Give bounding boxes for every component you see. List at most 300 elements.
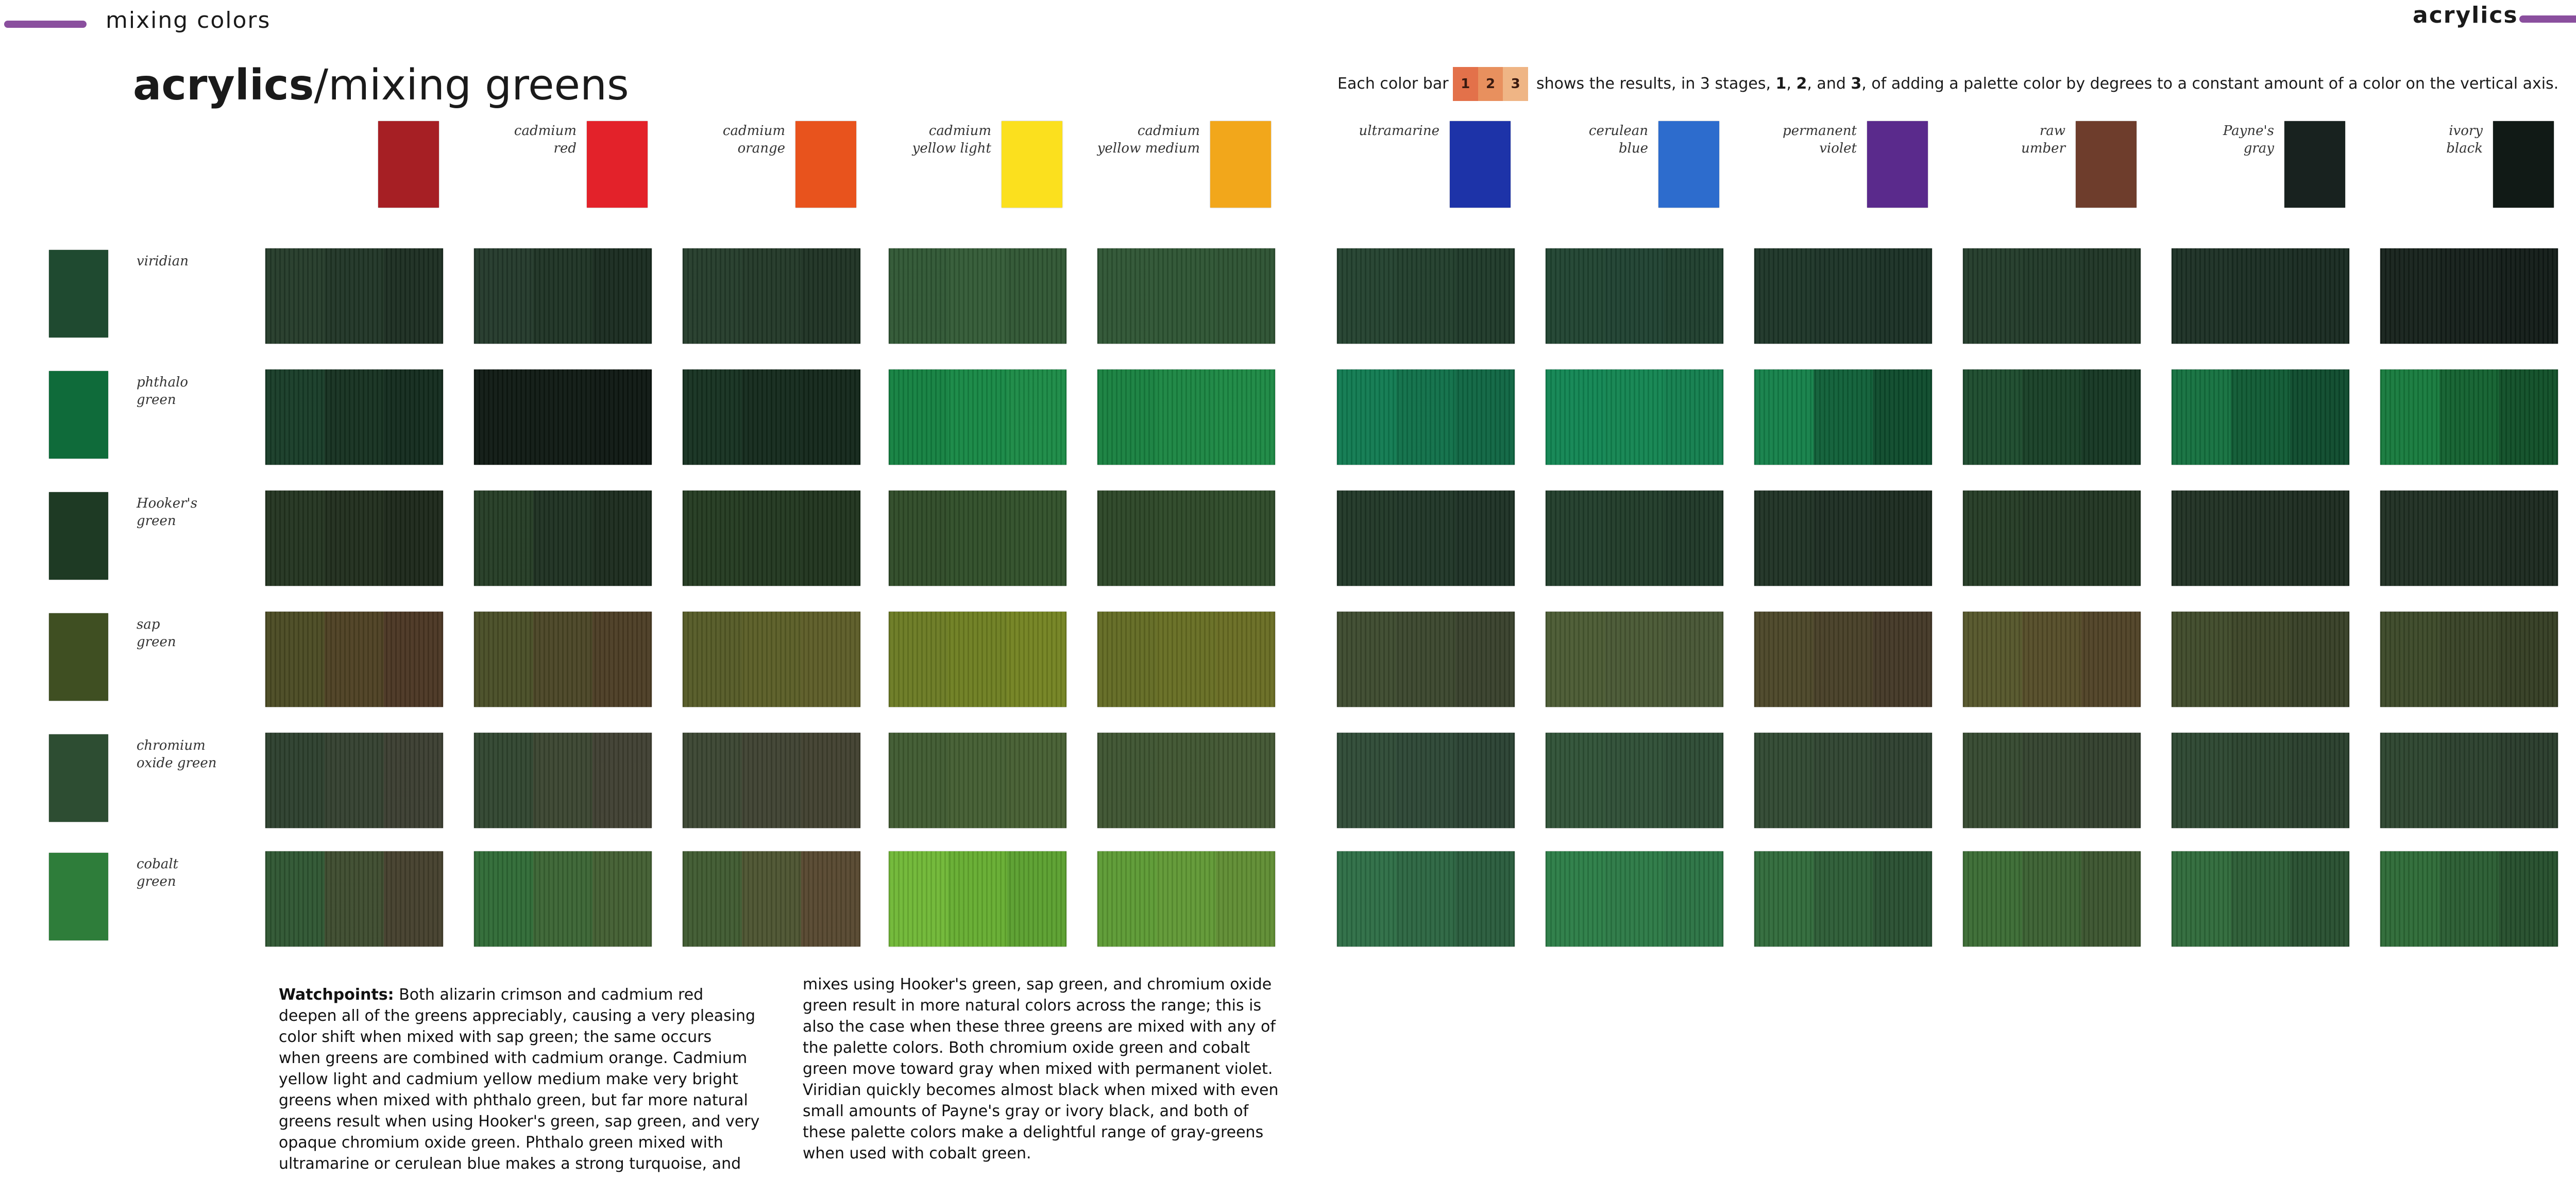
watchpoints-line: also the case when these three greens are mixed with any of <box>803 1018 1276 1036</box>
mix-bar <box>1754 612 1932 707</box>
palette-label-line: cerulean <box>1588 123 1648 139</box>
mix-stage-1 <box>1097 851 1157 947</box>
green-chip <box>49 853 108 940</box>
mix-stage-3 <box>2081 733 2141 828</box>
mix-stage-2 <box>325 369 384 465</box>
mix-stage-3 <box>1664 491 1723 586</box>
green-chip <box>49 250 108 338</box>
mix-stage-1 <box>265 369 325 465</box>
mix-stage-1 <box>683 733 742 828</box>
mix-stage-3 <box>1455 491 1515 586</box>
palette-chip <box>795 121 856 208</box>
palette-label-line: cadmium <box>722 123 785 139</box>
mix-stage-1 <box>1097 248 1157 344</box>
mix-bar <box>265 248 443 344</box>
mix-stage-3 <box>592 733 652 828</box>
mix-bar <box>265 491 443 586</box>
mix-stage-2 <box>742 491 801 586</box>
green-label <box>137 616 240 651</box>
mix-bar <box>2172 248 2349 344</box>
mix-stage-3 <box>2290 369 2349 465</box>
watchpoints-line: green move toward gray when mixed with permanent violet. <box>803 1060 1273 1078</box>
palette-label-line: yellow medium <box>1097 141 1200 156</box>
mix-stage-2 <box>948 612 1007 707</box>
palette-chip <box>1210 121 1271 208</box>
palette-label-line: cadmium <box>1137 123 1200 139</box>
mix-bar <box>2380 612 2558 707</box>
watchpoints-line: greens when mixed with phthalo green, but far more natural <box>279 1091 748 1109</box>
palette-label-line: cadmium <box>514 123 577 139</box>
mix-stage-3 <box>801 491 860 586</box>
mix-stage-3 <box>1664 733 1723 828</box>
green-label <box>137 737 240 772</box>
green-label-line: Hooker's <box>137 496 198 511</box>
green-label-line: oxide green <box>137 755 217 771</box>
mix-stage-3 <box>1664 369 1723 465</box>
mix-stage-2 <box>2439 851 2499 947</box>
mix-stage-3 <box>1664 851 1723 947</box>
mix-bar <box>474 369 652 465</box>
mix-stage-2 <box>1157 491 1216 586</box>
palette-chip <box>587 121 648 208</box>
mix-stage-2 <box>1814 491 1873 586</box>
page-title <box>133 61 629 110</box>
mix-stage-2 <box>948 491 1007 586</box>
mix-stage-3 <box>2499 851 2558 947</box>
mix-stage-2 <box>1814 733 1873 828</box>
mix-bar <box>1963 733 2141 828</box>
mix-stage-2 <box>742 248 801 344</box>
mix-stage-1 <box>1754 491 1814 586</box>
palette-chip <box>2284 121 2345 208</box>
mix-bar <box>889 491 1066 586</box>
mix-stage-1 <box>1337 248 1396 344</box>
mix-stage-1 <box>474 248 533 344</box>
legend-suffix-a: shows the results, in 3 stages, <box>1536 75 1776 93</box>
mix-stage-3 <box>592 612 652 707</box>
mix-stage-1 <box>1097 612 1157 707</box>
mix-stage-1 <box>1963 491 2022 586</box>
watchpoints-first-text: Both alizarin crimson and cadmium red <box>399 986 704 1004</box>
mix-stage-3 <box>2499 733 2558 828</box>
mix-bar <box>683 248 860 344</box>
palette-label-line: ultramarine <box>1359 123 1439 139</box>
legend-suffix-d: , of adding a palette color by degrees to a constant amount of a color on the vertical axis. <box>1861 75 2559 93</box>
palette-label-line: orange <box>737 141 785 156</box>
legend-stage-1: 1 <box>1453 67 1478 101</box>
mix-bar <box>2172 851 2349 947</box>
mix-stage-2 <box>2022 248 2081 344</box>
palette-label-line: red <box>553 141 577 156</box>
green-label-line: green <box>137 513 176 529</box>
mix-stage-1 <box>1337 491 1396 586</box>
mix-stage-2 <box>2231 733 2290 828</box>
mix-stage-1 <box>683 491 742 586</box>
mix-stage-3 <box>2290 248 2349 344</box>
mix-stage-1 <box>1337 369 1396 465</box>
mix-stage-3 <box>1216 369 1275 465</box>
palette-label-line: cadmium <box>928 123 991 139</box>
mix-stage-3 <box>1007 369 1066 465</box>
mix-bar <box>1337 851 1515 947</box>
mix-bar <box>1754 733 1932 828</box>
mix-stage-3 <box>1007 248 1066 344</box>
mix-stage-1 <box>1754 369 1814 465</box>
green-label-line: phthalo <box>137 375 189 390</box>
legend-suffix-3: 3 <box>1851 75 1862 93</box>
mix-bar <box>1097 491 1275 586</box>
mix-bar <box>1963 612 2141 707</box>
mix-bar <box>2380 369 2558 465</box>
mix-stage-3 <box>2081 369 2141 465</box>
mix-bar <box>2380 491 2558 586</box>
mix-bar <box>683 491 860 586</box>
mix-stage-2 <box>325 491 384 586</box>
mix-stage-2 <box>2231 851 2290 947</box>
mix-stage-2 <box>2231 491 2290 586</box>
mix-stage-1 <box>683 612 742 707</box>
mix-bar <box>1754 248 1932 344</box>
mix-stage-3 <box>2290 851 2349 947</box>
green-label-line: cobalt <box>137 856 179 872</box>
mix-stage-2 <box>742 612 801 707</box>
green-label-line: chromium <box>137 738 206 753</box>
watchpoints-line: when used with cobalt green. <box>803 1144 1031 1163</box>
palette-label-line: gray <box>2243 141 2274 156</box>
palette-label <box>1519 122 1648 157</box>
mix-stage-3 <box>384 612 443 707</box>
mix-bar <box>1963 491 2141 586</box>
mix-bar <box>1546 248 1723 344</box>
mix-stage-2 <box>325 851 384 947</box>
mix-stage-3 <box>1873 851 1932 947</box>
mix-stage-1 <box>1546 612 1605 707</box>
mix-stage-1 <box>2380 491 2439 586</box>
mix-stage-3 <box>1455 369 1515 465</box>
mix-stage-2 <box>1605 733 1664 828</box>
mix-stage-3 <box>1007 851 1066 947</box>
legend-suffix-2: 2 <box>1796 75 1807 93</box>
mix-stage-3 <box>1007 491 1066 586</box>
mix-stage-3 <box>801 369 860 465</box>
mix-stage-3 <box>1873 733 1932 828</box>
mix-stage-1 <box>265 248 325 344</box>
mix-stage-2 <box>948 369 1007 465</box>
watchpoints-col-2 <box>803 974 1308 1164</box>
mix-stage-3 <box>592 248 652 344</box>
mix-stage-3 <box>1455 612 1515 707</box>
watchpoints-line: ultramarine or cerulean blue makes a strong turquoise, and <box>279 1155 741 1173</box>
legend-suffix-c: , and <box>1807 75 1851 93</box>
mix-stage-1 <box>2172 491 2231 586</box>
mix-stage-2 <box>1605 369 1664 465</box>
mix-stage-1 <box>1546 851 1605 947</box>
mix-stage-2 <box>2439 248 2499 344</box>
mix-stage-2 <box>1396 491 1455 586</box>
mix-stage-2 <box>1157 248 1216 344</box>
mix-stage-1 <box>1097 491 1157 586</box>
mix-stage-3 <box>2499 491 2558 586</box>
palette-label <box>1728 122 1857 157</box>
mix-stage-2 <box>948 248 1007 344</box>
palette-label-line: blue <box>1618 141 1648 156</box>
mix-bar <box>889 612 1066 707</box>
mix-stage-3 <box>1664 248 1723 344</box>
mix-stage-2 <box>2439 491 2499 586</box>
watchpoints-line: color shift when mixed with sap green; the same occurs <box>279 1028 712 1046</box>
green-label-line: green <box>137 392 176 408</box>
mix-stage-3 <box>801 248 860 344</box>
mix-bar <box>265 612 443 707</box>
mix-bar <box>2380 248 2558 344</box>
mix-stage-2 <box>2022 733 2081 828</box>
mix-stage-1 <box>683 248 742 344</box>
mix-bar <box>1754 369 1932 465</box>
palette-label-line: raw <box>2039 123 2065 139</box>
watchpoints-line: small amounts of Payne's gray or ivory black, and both of <box>803 1102 1249 1120</box>
legend-suffix-b: , <box>1786 75 1797 93</box>
palette-chip <box>1450 121 1511 208</box>
legend-suffix-1: 1 <box>1775 75 1787 93</box>
mix-stage-2 <box>2022 612 2081 707</box>
mix-stage-1 <box>1754 851 1814 947</box>
mix-stage-1 <box>1337 851 1396 947</box>
mix-stage-3 <box>2081 491 2141 586</box>
green-label <box>137 252 240 270</box>
mix-stage-2 <box>1814 851 1873 947</box>
mix-stage-2 <box>1396 369 1455 465</box>
mix-stage-3 <box>592 491 652 586</box>
mix-stage-3 <box>801 851 860 947</box>
green-chip <box>49 613 108 701</box>
mix-stage-2 <box>533 369 592 465</box>
mix-stage-2 <box>948 851 1007 947</box>
mix-stage-2 <box>2022 851 2081 947</box>
mix-stage-1 <box>1337 612 1396 707</box>
mix-stage-3 <box>1664 612 1723 707</box>
mix-stage-3 <box>801 612 860 707</box>
mix-stage-2 <box>1157 612 1216 707</box>
mix-stage-2 <box>1605 851 1664 947</box>
mix-stage-3 <box>1216 491 1275 586</box>
mix-stage-1 <box>1546 369 1605 465</box>
mix-stage-2 <box>1605 612 1664 707</box>
mix-bar <box>1963 248 2141 344</box>
mix-stage-2 <box>1157 369 1216 465</box>
mix-stage-2 <box>1396 851 1455 947</box>
mix-stage-3 <box>2499 369 2558 465</box>
mix-bar <box>265 733 443 828</box>
mix-bar <box>474 612 652 707</box>
mix-stage-3 <box>592 369 652 465</box>
mix-bar <box>474 248 652 344</box>
mix-stage-1 <box>1963 851 2022 947</box>
palette-label-line: Payne's <box>2223 123 2274 139</box>
green-chip <box>49 734 108 822</box>
mix-stage-3 <box>2290 733 2349 828</box>
mix-stage-3 <box>1007 733 1066 828</box>
watchpoints-line: mixes using Hooker's green, sap green, and chromium oxide <box>803 975 1272 993</box>
mix-stage-1 <box>1754 248 1814 344</box>
mix-stage-1 <box>474 369 533 465</box>
mix-stage-2 <box>1396 612 1455 707</box>
palette-label-line: umber <box>2021 141 2065 156</box>
mix-stage-2 <box>742 369 801 465</box>
mix-stage-1 <box>889 612 948 707</box>
green-label <box>137 374 240 409</box>
mix-bar <box>265 851 443 947</box>
mix-bar <box>1546 491 1723 586</box>
page-title-rest: /mixing greens <box>314 61 629 110</box>
mix-stage-1 <box>2380 851 2439 947</box>
mix-bar <box>1097 248 1275 344</box>
mix-stage-2 <box>533 851 592 947</box>
mix-stage-2 <box>1157 851 1216 947</box>
mix-bar <box>1546 851 1723 947</box>
mix-stage-1 <box>265 733 325 828</box>
green-label-line: viridian <box>137 254 189 269</box>
mix-bar <box>474 733 652 828</box>
palette-label <box>2145 122 2274 157</box>
mix-bar <box>1337 612 1515 707</box>
legend-prefix: Each color bar <box>1337 75 1449 93</box>
mix-stage-2 <box>325 733 384 828</box>
mix-bar <box>474 851 652 947</box>
mix-bar <box>1963 369 2141 465</box>
palette-chip <box>2493 121 2554 208</box>
mix-bar <box>1337 733 1515 828</box>
mix-stage-2 <box>1814 369 1873 465</box>
green-label-line: sap <box>137 617 160 632</box>
mix-stage-1 <box>683 369 742 465</box>
mix-stage-1 <box>1097 369 1157 465</box>
palette-chip <box>1658 121 1719 208</box>
mix-stage-1 <box>265 491 325 586</box>
legend-stage-3: 3 <box>1503 67 1528 101</box>
mix-stage-3 <box>1873 369 1932 465</box>
green-chip <box>49 492 108 580</box>
mix-bar <box>1097 733 1275 828</box>
palette-label-line: ivory <box>2449 123 2483 139</box>
mix-stage-2 <box>2022 491 2081 586</box>
mix-stage-2 <box>1396 248 1455 344</box>
mix-stage-3 <box>1216 733 1275 828</box>
mix-stage-3 <box>592 851 652 947</box>
mix-stage-3 <box>1873 612 1932 707</box>
mix-stage-1 <box>2172 248 2231 344</box>
mix-stage-3 <box>2499 612 2558 707</box>
mix-stage-3 <box>2499 248 2558 344</box>
mix-stage-2 <box>2231 248 2290 344</box>
mix-stage-1 <box>474 851 533 947</box>
mix-stage-1 <box>1546 733 1605 828</box>
mix-stage-2 <box>2231 612 2290 707</box>
header-right-accent-stroke <box>2519 15 2576 23</box>
mix-stage-2 <box>2439 369 2499 465</box>
palette-label-line: yellow light <box>912 141 991 156</box>
green-label <box>137 855 240 890</box>
watchpoints-line: green result in more natural colors across the range; this is <box>803 997 1262 1015</box>
mix-stage-1 <box>1097 733 1157 828</box>
watchpoints-line: the palette colors. Both chromium oxide green and cobalt <box>803 1039 1250 1057</box>
mix-stage-1 <box>2380 369 2439 465</box>
palette-chip <box>1002 121 1062 208</box>
mix-bar <box>2172 369 2349 465</box>
mix-stage-1 <box>1963 369 2022 465</box>
mix-bar <box>1097 851 1275 947</box>
mix-stage-3 <box>2081 851 2141 947</box>
watchpoints-first-line <box>279 984 784 1005</box>
palette-label <box>1937 122 2065 157</box>
mix-stage-1 <box>265 612 325 707</box>
green-label-line: green <box>137 874 176 889</box>
mix-stage-1 <box>1963 612 2022 707</box>
mix-bar <box>1097 369 1275 465</box>
mix-stage-3 <box>2290 612 2349 707</box>
mix-stage-1 <box>2380 733 2439 828</box>
mix-stage-2 <box>2439 733 2499 828</box>
mix-stage-2 <box>742 733 801 828</box>
mix-stage-2 <box>1396 733 1455 828</box>
mix-bar <box>683 612 860 707</box>
page-title-bold: acrylics <box>133 61 314 110</box>
mix-bar <box>889 369 1066 465</box>
mix-stage-3 <box>1873 491 1932 586</box>
mix-stage-1 <box>2172 369 2231 465</box>
mix-stage-3 <box>2081 248 2141 344</box>
mix-bar <box>2172 491 2349 586</box>
mix-stage-2 <box>1814 248 1873 344</box>
watchpoints-line: opaque chromium oxide green. Phthalo green mixed with <box>279 1134 723 1152</box>
mix-stage-3 <box>1455 733 1515 828</box>
palette-label-line: black <box>2446 141 2483 156</box>
palette-label <box>862 122 991 157</box>
mix-stage-1 <box>265 851 325 947</box>
mix-stage-2 <box>742 851 801 947</box>
mix-stage-1 <box>1546 491 1605 586</box>
mix-stage-3 <box>801 733 860 828</box>
mix-stage-3 <box>384 733 443 828</box>
mix-stage-2 <box>948 733 1007 828</box>
mix-stage-2 <box>533 733 592 828</box>
mix-bar <box>2172 733 2349 828</box>
palette-label <box>656 122 785 157</box>
palette-label <box>1311 122 1439 140</box>
mix-stage-3 <box>1455 248 1515 344</box>
mix-stage-1 <box>2172 851 2231 947</box>
mix-stage-1 <box>474 733 533 828</box>
mix-stage-1 <box>2172 733 2231 828</box>
green-chip <box>49 371 108 459</box>
header-left-accent-stroke <box>4 21 87 28</box>
mix-stage-2 <box>325 248 384 344</box>
palette-label-line: permanent <box>1783 123 1857 139</box>
mix-stage-1 <box>2380 612 2439 707</box>
palette-chip <box>1867 121 1928 208</box>
mix-bar <box>1546 733 1723 828</box>
mix-stage-2 <box>533 248 592 344</box>
mix-bar <box>1963 851 2141 947</box>
mix-stage-1 <box>2380 248 2439 344</box>
mix-bar <box>889 248 1066 344</box>
watchpoints-line: greens result when using Hooker's green, sap green, and very <box>279 1113 760 1131</box>
palette-chip <box>2076 121 2137 208</box>
mix-stage-3 <box>1216 851 1275 947</box>
mix-bar <box>683 733 860 828</box>
mix-stage-2 <box>533 612 592 707</box>
mix-stage-3 <box>1455 851 1515 947</box>
palette-label <box>2354 122 2483 157</box>
